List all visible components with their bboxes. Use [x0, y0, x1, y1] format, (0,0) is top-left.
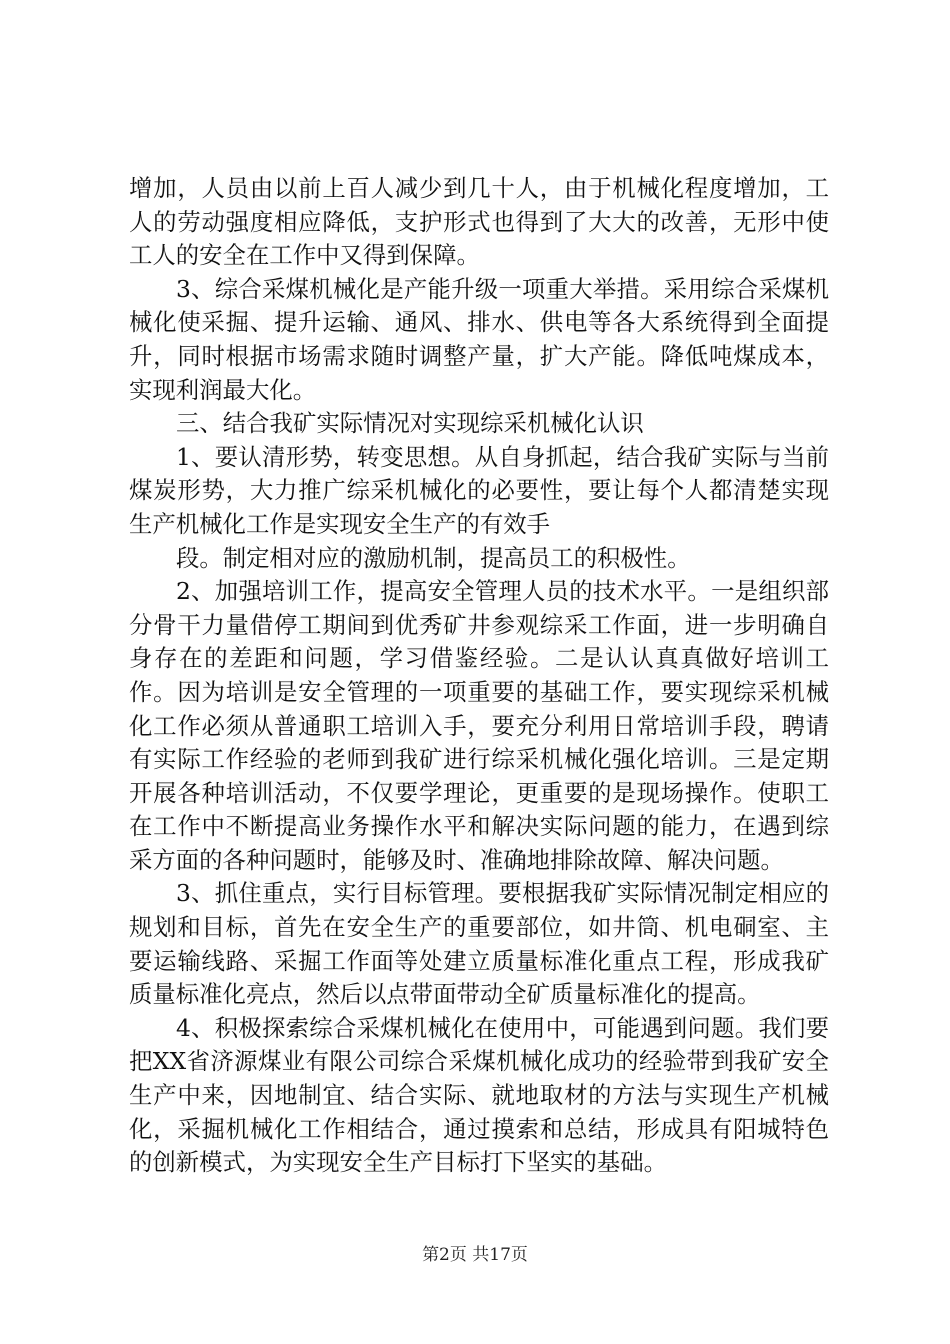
paragraph-item-3-capacity: 3、综合采煤机械化是产能升级一项重大举措。采用综合采煤机械化使采掘、提升运输、通风、排水、供电等各大系统得到全面提升，同时根据市场需求随时调整产量，扩大产能。降低吨煤成本，实现利润最大化。	[129, 274, 829, 404]
paragraph-continuation: 增加，人员由以前上百人减少到几十人，由于机械化程度增加，工人的劳动强度相应降低，支护形式也得到了大大的改善，无形中使工人的安全在工作中又得到保障。	[129, 174, 829, 270]
paragraph-item-1-situation: 1、要认清形势，转变思想。从自身抓起，结合我矿实际与当前煤炭形势，大力推广综采机械化的必要性，要让每个人都清楚实现生产机械化工作是实现安全生产的有效手	[129, 442, 829, 538]
paragraph-item-2-training: 2、加强培训工作，提高安全管理人员的技术水平。一是组织部分骨干力量借停工期间到优秀矿井参观综采工作面，进一步明确自身存在的差距和问题，学习借鉴经验。二是认认真真做好培训工作。因为培训是安全管理的一项重要的基础工作，要实现综采机械化工作必须从普通职工培训入手，要充分利用日常培训手段，聘请有实际工作经验的老师到我矿进行综采机械化强化培训。三是定期开展各种培训活动，不仅要学理论，更重要的是现场操作。使职工在工作中不断提高业务操作水平和解决实际问题的能力，在遇到综采方面的各种问题时，能够及时、准确地排除故障、解决问题。	[129, 577, 829, 874]
paragraph-item-1-continuation: 段。制定相对应的激励机制，提高员工的积极性。	[176, 543, 691, 572]
paragraph-item-4-explore: 4、积极探索综合采煤机械化在使用中，可能遇到问题。我们要把XX省济源煤业有限公司综合采煤机械化成功的经验带到我矿安全生产中来，因地制宜、结合实际、就地取材的方法与实现生产机械化，采掘机械化工作相结合，通过摸索和总结，形成具有阳城特色的创新模式，为实现安全生产目标打下坚实的基础。	[129, 1013, 829, 1177]
document-body	[129, 172, 829, 1180]
section-heading-3: 三、结合我矿实际情况对实现综采机械化认识	[176, 409, 644, 438]
page-number-footer: 第2页 共17页	[422, 1245, 528, 1265]
paragraph-item-3-targets: 3、抓住重点，实行目标管理。要根据我矿实际情况制定相应的规划和目标，首先在安全生产的重要部位，如井筒、机电硐室、主要运输线路、采掘工作面等处建立质量标准化重点工程，形成我矿质量标准化亮点，然后以点带面带动全矿质量标准化的提高。	[129, 879, 829, 1009]
